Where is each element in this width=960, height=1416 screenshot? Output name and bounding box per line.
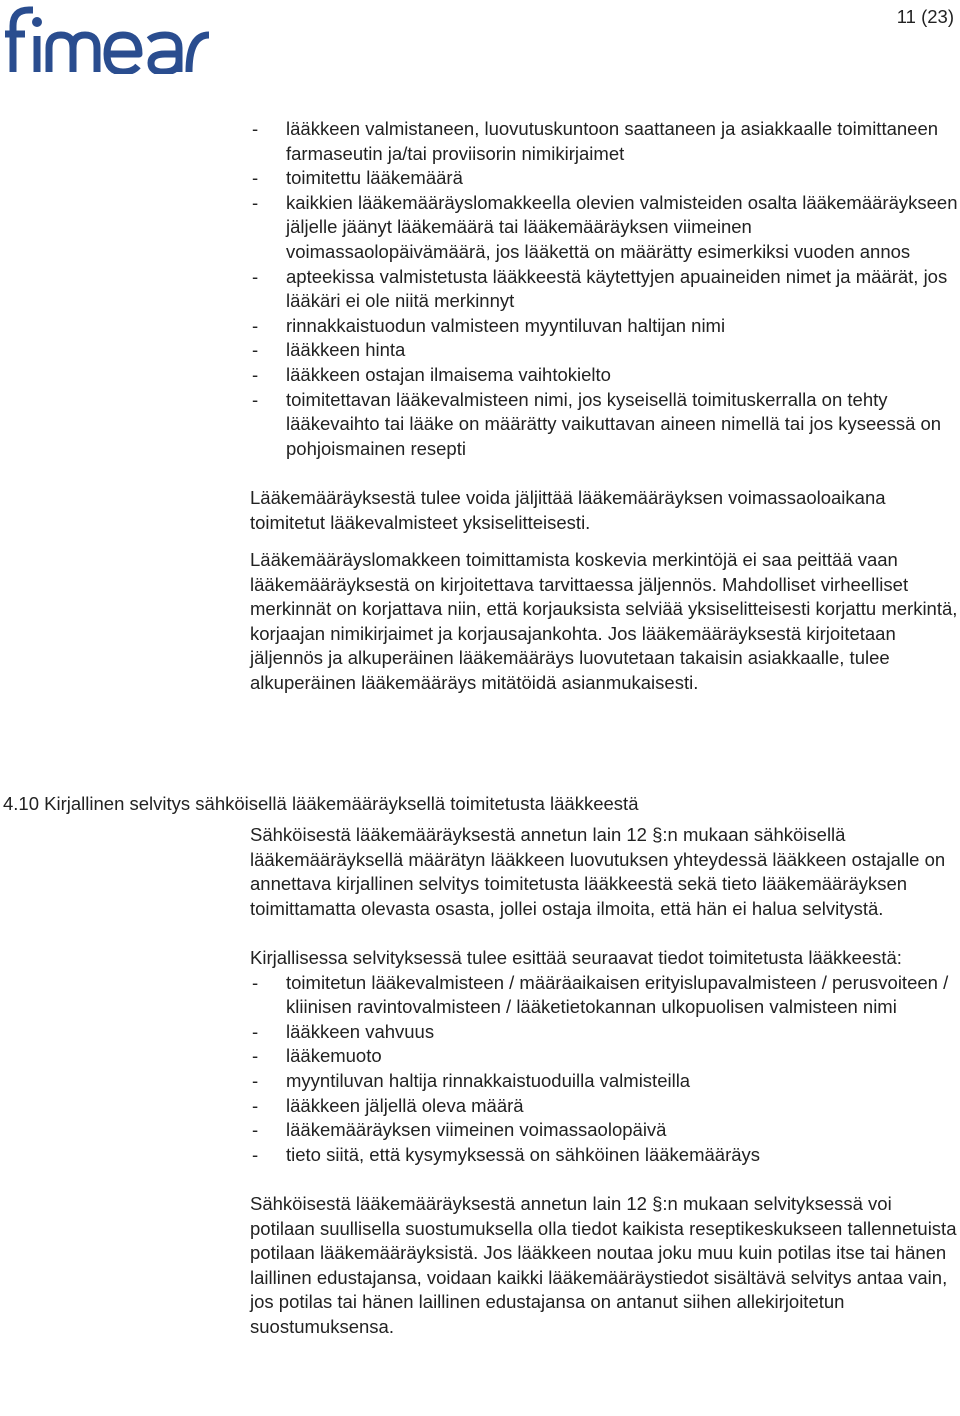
list-item: - myyntiluvan haltija rinnakkaistuoduilla valmisteilla [250, 1069, 958, 1094]
list-item: - rinnakkaistuodun valmisteen myyntiluvan haltijan nimi [250, 314, 958, 339]
paragraph: Lääkemääräyksestä tulee voida jäljittää lääkemääräyksen voimassaoloaikana toimitetut lääkevalmisteet yksiselitteisesti. [250, 486, 886, 533]
paragraph: Lääkemääräyslomakkeen toimittamista koskevia merkintöjä ei saa peittää vaan lääkemääräyksestä on kirjoitettava tarvittaessa jäljennös. Mahdolliset virheelliset merkinnät on korjattava niin, että korjauksista selviää yksiselitteisesti korjattu merkintä, korjaajan nimikirjaimet ja korjausajankohta. Jos lääkemääräyksestä kirjoitetaan jäljennös ja alkuperäinen lääkemääräys luovutetaan takaisin asiakkaalle, tulee alkuperäinen lääkemääräys mitätöidä asianmukaisesti. [250, 549, 958, 694]
paragraph: Sähköisestä lääkemääräyksestä annetun lain 12 §:n mukaan selvityksessä voi potilaan suullisella suostumuksella olla tiedot kaikista reseptikeskukseen tallennetuista potilaan lääkemääräyksistä. Jos lääkkeen noutaa joku muu kuin potilas itse tai hänen laillinen edustajansa, voidaan kaikki lääkemääräystiedot sisältävä selvitys antaa vain, jos potilas tai hänen laillinen edustajansa on antanut siihen allekirjoitetun suostumuksensa. [250, 1192, 957, 1337]
list-item: - apteekissa valmistetusta lääkkeestä käytettyjen apuaineiden nimet ja määrät, jos lääkäri ei ole niitä merkinnyt [250, 265, 958, 314]
list-item: - lääkkeen jäljellä oleva määrä [250, 1094, 958, 1119]
section-heading: 4.10 Kirjallinen selvitys sähköisellä lääkemääräyksellä toimitetusta lääkkeestä [3, 793, 639, 814]
fimea-logo [3, 4, 211, 74]
list-item: - lääkkeen valmistaneen, luovutuskuntoon saattaneen ja asiakkaalle toimittaneen farmaseutin ja/tai proviisorin nimikirjaimet [250, 117, 958, 166]
list-item: - lääkkeen ostajan ilmaisema vaihtokielto [250, 363, 958, 388]
list-item: - lääkemuoto [250, 1044, 958, 1069]
paragraph: Kirjallisessa selvityksessä tulee esittää seuraavat tiedot toimitetusta lääkkeestä: [250, 946, 902, 968]
list-item: - toimitetun lääkevalmisteen / määräaikaisen erityislupavalmisteen / perusvoiteen / kliinisen ravintovalmisteen / lääketietokannan ulkopuolisen valmisteen nimi [250, 971, 958, 1020]
page-number: 11 (23) [896, 6, 954, 27]
list-item: - toimitettu lääkemäärä [250, 166, 958, 191]
list-item: - tieto siitä, että kysymyksessä on sähköinen lääkemääräys [250, 1143, 958, 1168]
document-body-top [250, 117, 958, 696]
statement-contents-list [250, 971, 958, 1168]
list-item: - kaikkien lääkemääräyslomakkeella olevien valmisteiden osalta lääkemääräykseen jäljelle jäänyt lääkemäärä tai lääkemääräyksen viimeinen voimassaolopäivämäärä, jos lääkettä on määrätty esimerkiksi vuoden annos [250, 191, 958, 265]
requirements-list [250, 117, 958, 461]
document-body-bottom [250, 823, 958, 1339]
list-item: - lääkkeen vahvuus [250, 1020, 958, 1045]
list-item: - toimitettavan lääkevalmisteen nimi, jos kyseisellä toimituskerralla on tehty lääkevaihto tai lääke on määrätty vaikuttavan aineen nimellä tai jos kyseessä on pohjoismainen resepti [250, 388, 958, 462]
list-item: - lääkemääräyksen viimeinen voimassaolopäivä [250, 1118, 958, 1143]
paragraph: Sähköisestä lääkemääräyksestä annetun lain 12 §:n mukaan sähköisellä lääkemääräyksellä määrätyn lääkkeen luovutuksen yhteydessä lääkkeen ostajalle on annettava kirjallinen selvitys toimitetusta lääkkeestä sekä tieto lääkemääräyksen toimittamatta olevasta osasta, jollei ostaja ilmoita, että hän ei halua selvitystä. [250, 824, 946, 919]
list-item: - lääkkeen hinta [250, 338, 958, 363]
